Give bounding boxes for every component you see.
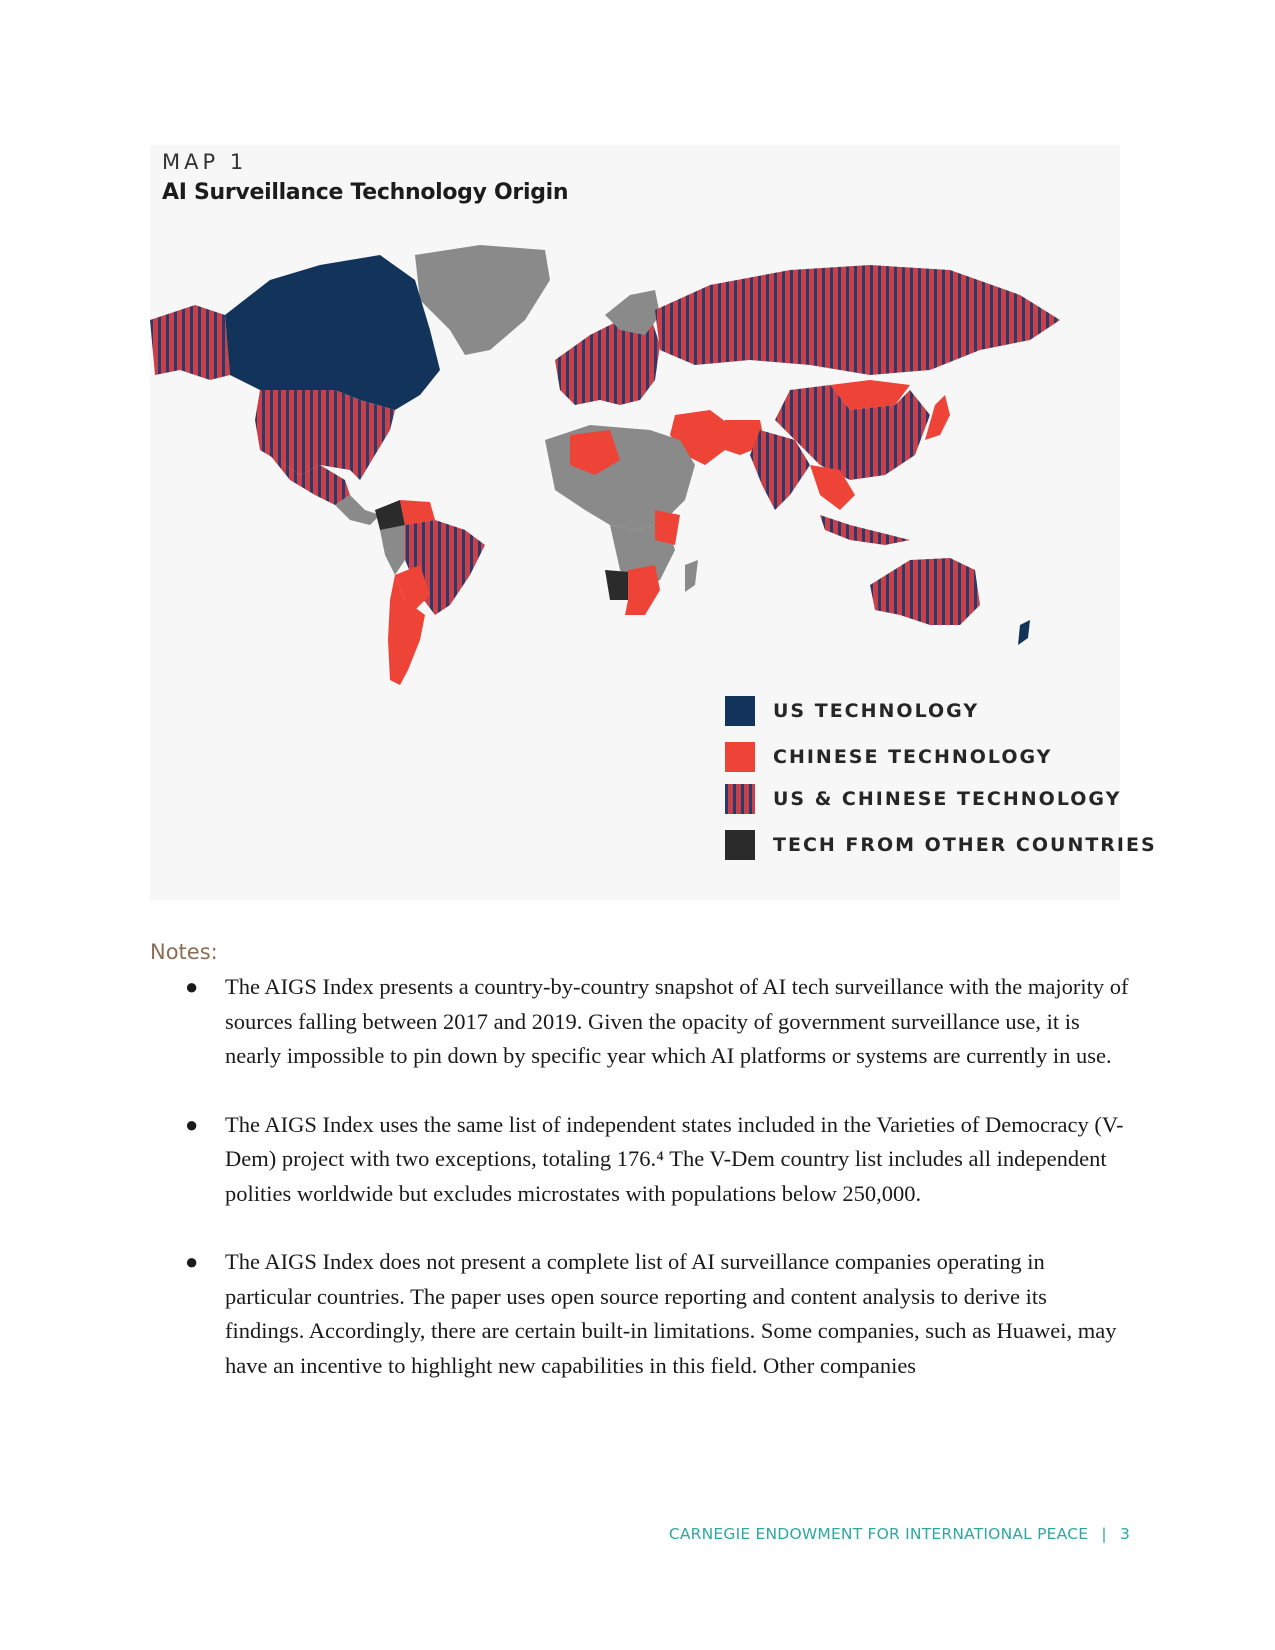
greenland: [415, 245, 550, 355]
legend-swatch-chinese: [725, 742, 755, 772]
southern-africa: [625, 565, 660, 615]
notes-heading: Notes:: [150, 940, 218, 964]
page-footer: [669, 1525, 1130, 1543]
footer-org: CARNEGIE ENDOWMENT FOR INTERNATIONAL PEACE: [668, 1525, 1089, 1543]
note-text: The AIGS Index does not present a complete list of AI surveillance companies operating in particular countries. The paper uses open source reporting and content analysis to derive its findings. Accordingly, there are certain built-in limitations. Some companies, such as Huawei, may have an incentive to highlight new capabilities in this field. Other companies: [225, 1249, 1117, 1378]
note-item: [150, 970, 1130, 1074]
legend-label-chinese: CHINESE TECHNOLOGY: [773, 746, 1053, 768]
note-item: [150, 1108, 1130, 1212]
legend-label-other: TECH FROM OTHER COUNTRIES: [773, 834, 1157, 856]
indonesia: [820, 515, 910, 545]
notes-list: [150, 970, 1130, 1417]
page-number: 3: [1119, 1525, 1130, 1543]
bullet-icon: ●: [185, 974, 199, 999]
legend-label-us: US TECHNOLOGY: [773, 700, 980, 722]
map-title: AI Surveillance Technology Origin: [162, 180, 569, 205]
namibia: [605, 570, 630, 600]
canada: [225, 255, 440, 410]
note-item: [150, 1245, 1130, 1383]
new-zealand: [1018, 620, 1030, 645]
world-map: [150, 240, 1120, 710]
legend-swatch-other: [725, 830, 755, 860]
note-text: The AIGS Index presents a country-by-country snapshot of AI tech surveillance with the majority of sources falling between 2017 and 2019. Given the opacity of government surveillance use, it is nearly impossible to pin down by specific year which AI platforms or systems are currently in use.: [225, 974, 1129, 1068]
bullet-icon: ●: [185, 1249, 199, 1274]
legend-swatch-both: [725, 784, 755, 814]
bullet-icon: ●: [185, 1111, 199, 1137]
madagascar: [685, 560, 698, 592]
russia: [655, 265, 1060, 375]
australia: [870, 558, 980, 625]
map-label: MAP 1: [162, 150, 248, 174]
peru-andes: [380, 525, 405, 575]
legend-label-both: US & CHINESE TECHNOLOGY: [773, 788, 1122, 810]
east-africa: [655, 510, 680, 545]
footer-separator: |: [1101, 1525, 1107, 1543]
legend-swatch-us: [725, 696, 755, 726]
alaska: [150, 305, 230, 380]
note-text: The AIGS Index uses the same list of independent states included in the Varieties of Democracy (V-Dem) project with two exceptions, totaling 176.⁴ The V-Dem country list includes all independent polities worldwide but excludes microstates with populations below 250,000.: [225, 1111, 1124, 1206]
